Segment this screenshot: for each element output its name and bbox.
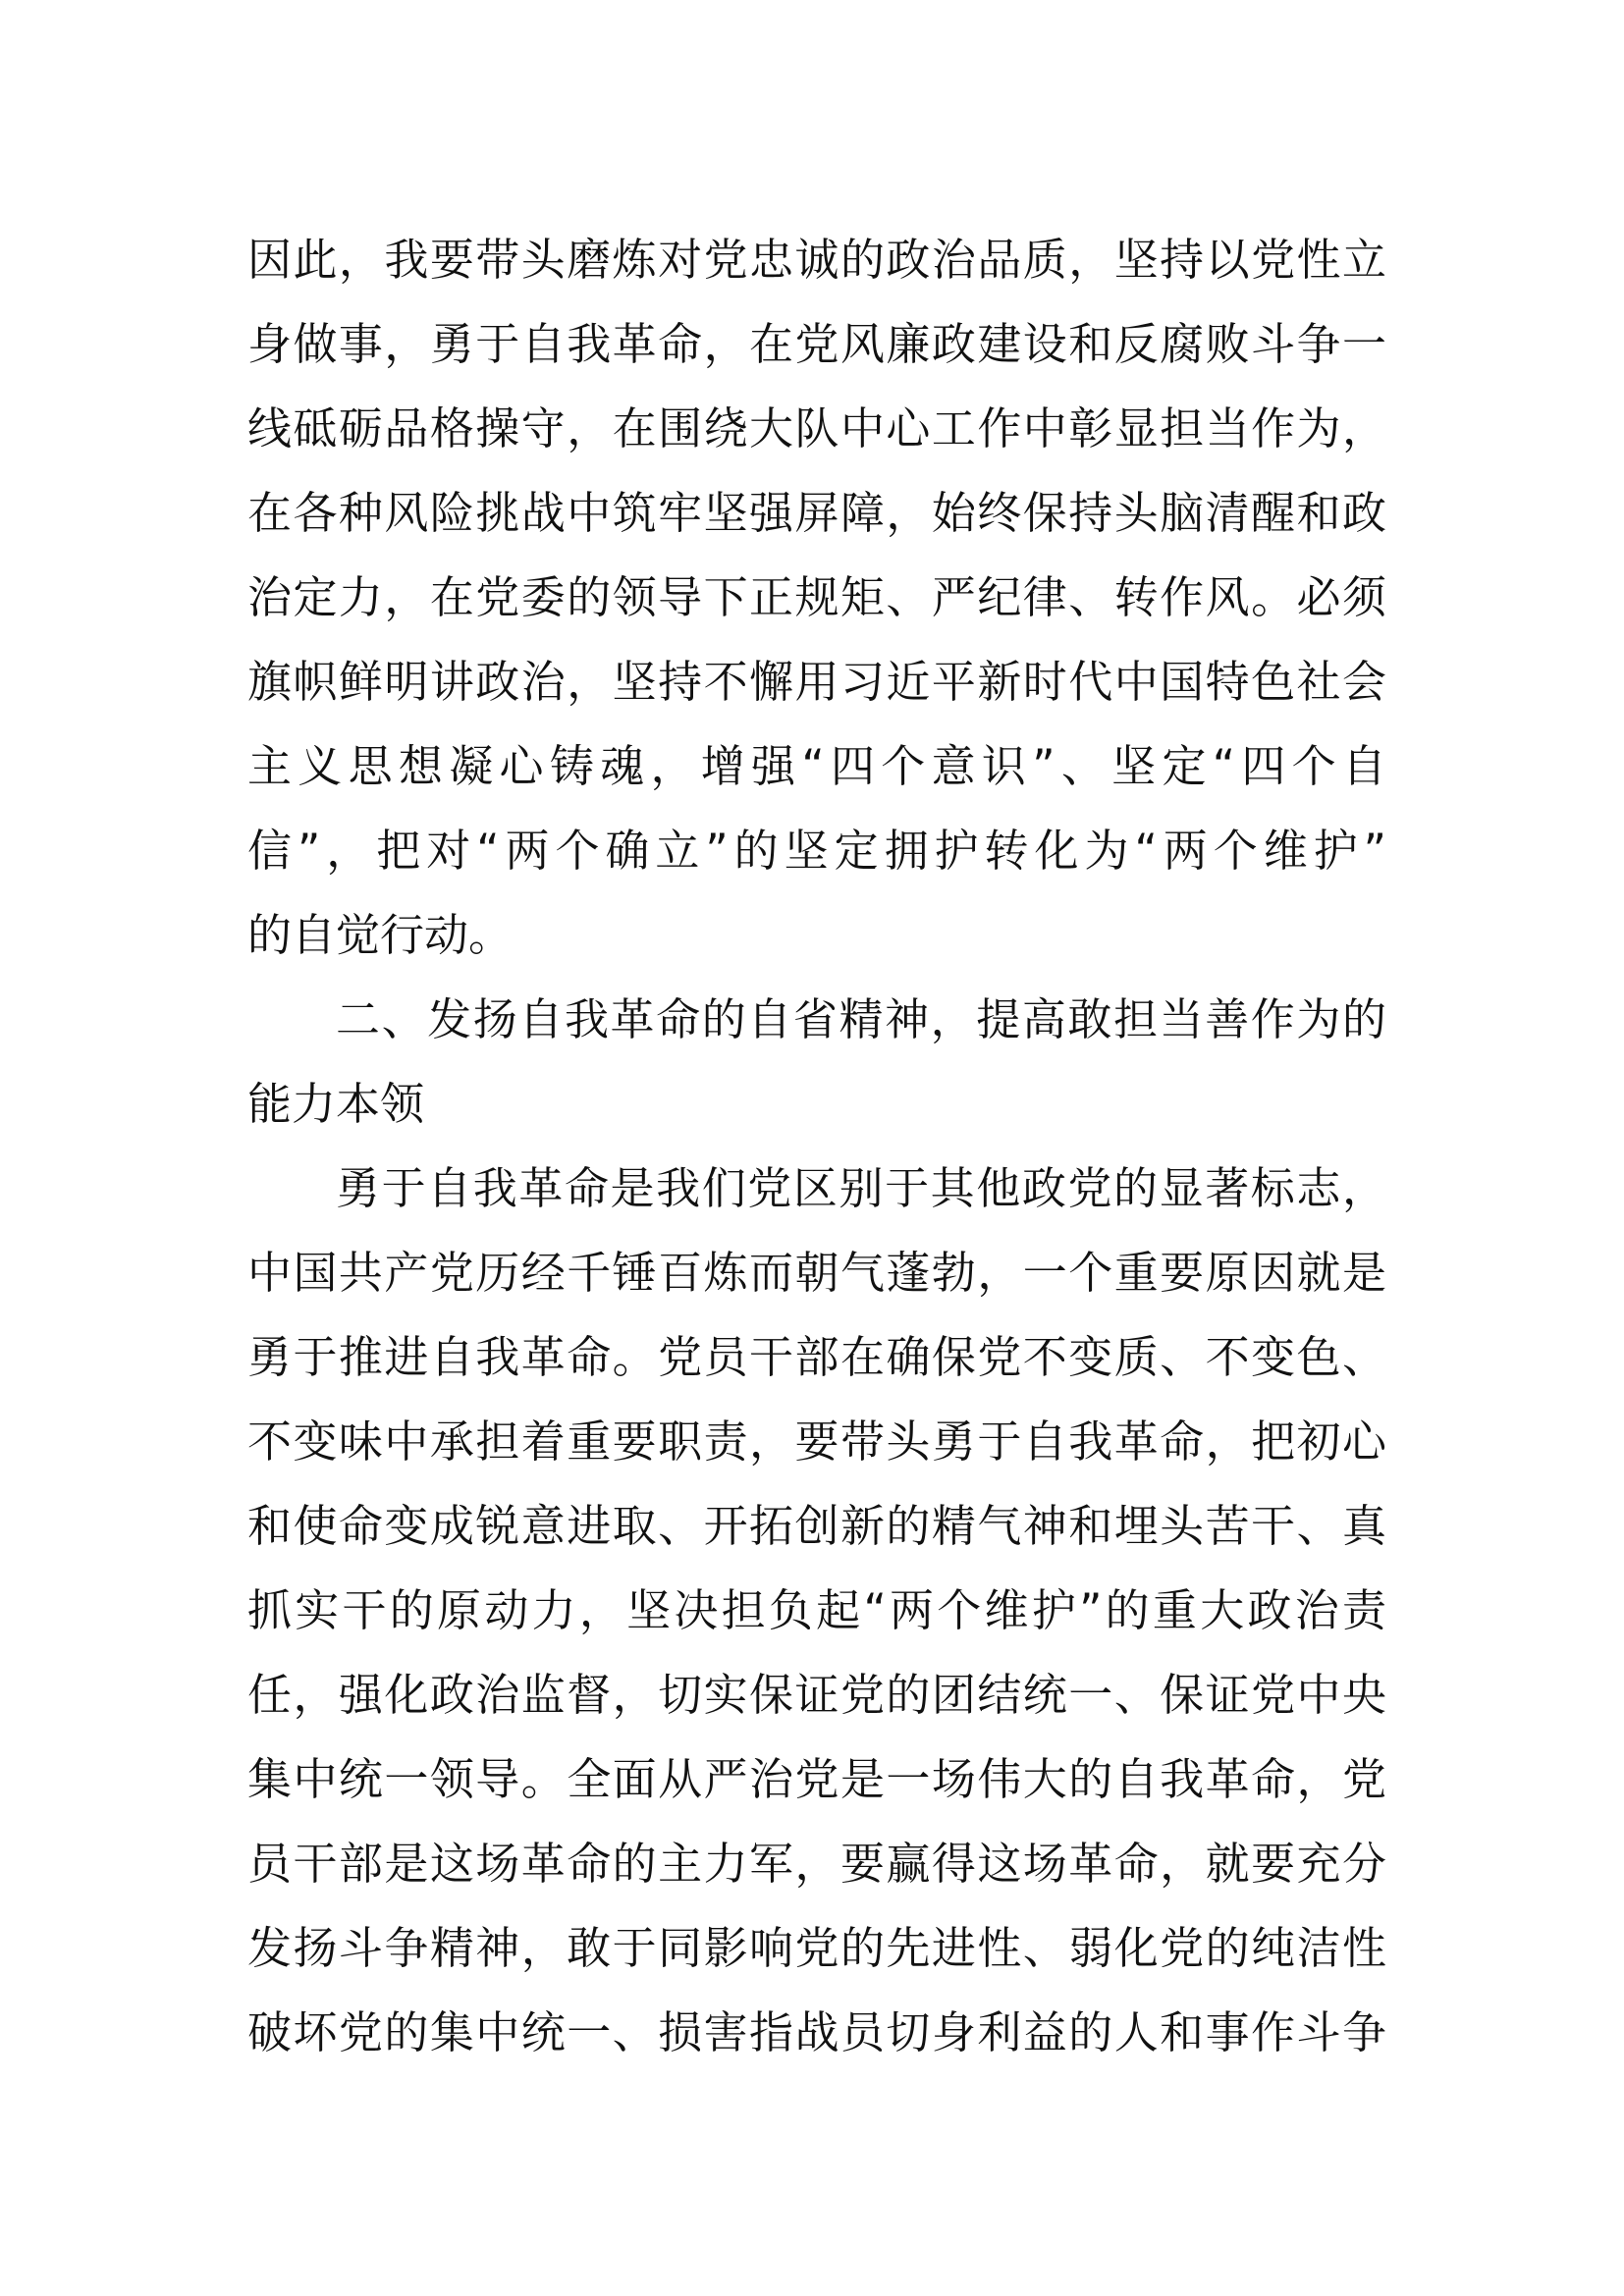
paragraph-line: 勇于自我革命是我们党区别于其他政党的显著标志， <box>336 1162 1386 1214</box>
document-body <box>247 218 1386 2075</box>
paragraph-line: 旗帜鲜明讲政治，坚持不懈用习近平新时代中国特色社会 <box>247 656 1386 708</box>
paragraph-line: 身做事，勇于自我革命，在党风廉政建设和反腐败斗争一 <box>247 318 1386 370</box>
paragraph-line: 破坏党的集中统一、损害指战员切身利益的人和事作斗争 <box>247 2006 1386 2058</box>
paragraph-1 <box>247 218 1386 978</box>
paragraph-line: 和使命变成锐意进取、开拓创新的精气神和埋头苦干、真 <box>247 1500 1386 1552</box>
paragraph-line: 抓实干的原动力，坚决担负起“两个维护”的重大政治责 <box>247 1584 1386 1636</box>
heading-line: 能力本领 <box>247 1078 425 1130</box>
paragraph-line: 任，强化政治监督，切实保证党的团结统一、保证党中央 <box>247 1669 1386 1721</box>
heading-line: 二、发扬自我革命的自省精神，提高敢担当善作为的 <box>336 993 1386 1045</box>
paragraph-line: 因此，我要带头磨炼对党忠诚的政治品质，坚持以党性立 <box>247 234 1386 286</box>
paragraph-2 <box>247 1147 1386 2075</box>
paragraph-line: 在各种风险挑战中筑牢坚强屏障，始终保持头脑清醒和政 <box>247 487 1386 539</box>
paragraph-line: 治定力，在党委的领导下正规矩、严纪律、转作风。必须 <box>247 571 1386 623</box>
paragraph-line: 中国共产党历经千锤百炼而朝气蓬勃，一个重要原因就是 <box>247 1247 1386 1299</box>
section-heading <box>247 978 1386 1147</box>
paragraph-line: 的自觉行动。 <box>247 909 514 961</box>
paragraph-line: 发扬斗争精神，敢于同影响党的先进性、弱化党的纯洁性 <box>247 1922 1386 1974</box>
paragraph-line: 线砥砺品格操守，在围绕大队中心工作中彰显担当作为， <box>247 402 1386 454</box>
paragraph-line: 不变味中承担着重要职责，要带头勇于自我革命，把初心 <box>247 1415 1386 1468</box>
paragraph-line: 信”，把对“两个确立”的坚定拥护转化为“两个维护” <box>247 825 1386 877</box>
paragraph-line: 集中统一领导。全面从严治党是一场伟大的自我革命，党 <box>247 1753 1386 1805</box>
paragraph-line: 主义思想凝心铸魂，增强“四个意识”、坚定“四个自 <box>247 740 1386 792</box>
paragraph-line: 员干部是这场革命的主力军，要赢得这场革命，就要充分 <box>247 1838 1386 1890</box>
paragraph-line: 勇于推进自我革命。党员干部在确保党不变质、不变色、 <box>247 1331 1386 1383</box>
